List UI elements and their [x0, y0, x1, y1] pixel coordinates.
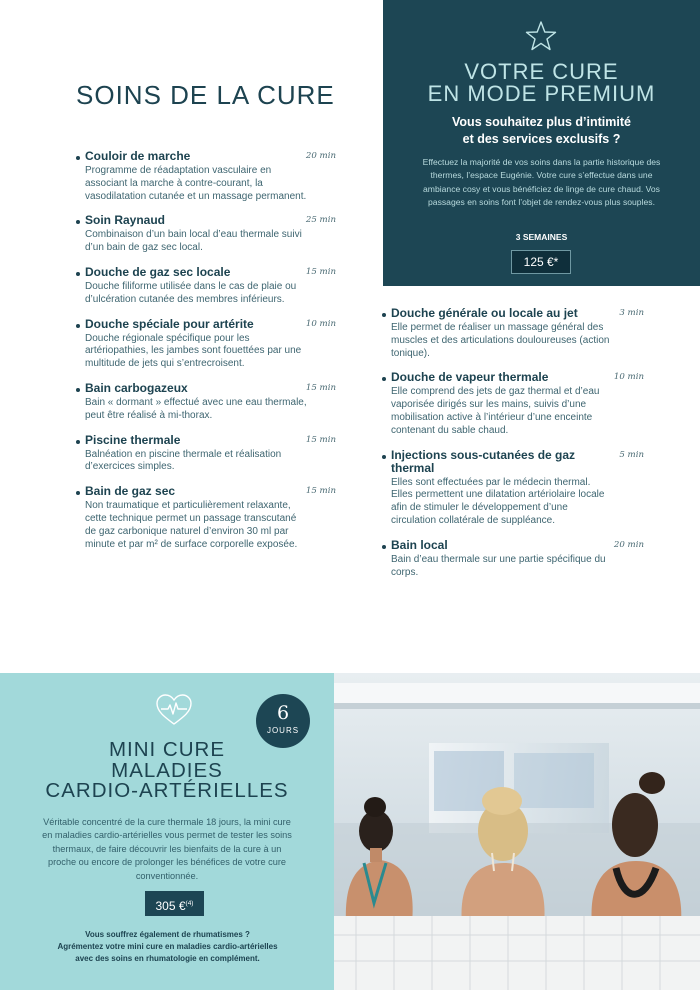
treatment-name: Douche générale ou locale au jet — [391, 306, 578, 320]
mini-cure-panel — [0, 673, 334, 990]
treatment-duration: 15 min — [305, 266, 336, 277]
treatment-duration: 20 min — [613, 539, 644, 550]
bullet-icon — [382, 313, 386, 317]
bullet-icon — [382, 455, 386, 459]
treatment-duration: 5 min — [619, 449, 644, 460]
treatment-description: Bain « dormant » effectué avec une eau thermale, peut être réalisé à mi-thorax. — [85, 396, 307, 421]
star-icon — [525, 20, 557, 52]
bullet-icon — [76, 388, 80, 392]
treatment-name: Piscine thermale — [85, 432, 181, 447]
treatment-description: Combinaison d’un bain local d’eau thermale suivi d’un bain de gaz sec local. — [85, 229, 302, 254]
page-title: SOINS DE LA CURE — [76, 80, 335, 110]
thermal-pool-photo — [334, 673, 700, 990]
treatment-duration: 3 min — [619, 308, 644, 318]
treatment-duration: 10 min — [305, 318, 336, 329]
treatment-duration: 25 min — [305, 215, 336, 226]
bullet-icon — [382, 377, 386, 381]
treatment-duration: 15 min — [305, 382, 336, 393]
treatment-name: Bain carbogazeux — [85, 380, 188, 395]
treatment-duration: 15 min — [305, 486, 336, 497]
treatment-item — [76, 150, 336, 203]
treatment-name: Bain local — [391, 537, 448, 552]
treatment-item — [382, 539, 644, 580]
treatment-item — [76, 318, 336, 371]
bullet-icon — [76, 491, 80, 495]
treatment-description: Elle permet de réaliser un massage général des muscles et des articulations douloureuses (action tonique). — [391, 322, 610, 359]
treatment-duration: 10 min — [613, 372, 644, 383]
treatment-list-right — [382, 307, 644, 590]
treatment-name: Injections sous-cutanées de gaz thermal — [391, 447, 576, 475]
treatment-description: Elles sont effectuées par le médecin thermal. Elles permettent une dilatation artériolaire locale afin de stimuler le développement d’une circulation collatérale de suppléance. — [391, 476, 605, 526]
bullet-icon — [76, 440, 80, 444]
heart-pulse-icon — [154, 693, 194, 727]
mini-cure-description: Véritable concentré de la cure thermale 18 jours, la mini cure en maladies cardio-artérielles vous permet de tester les soins thermaux, de faire découvrir les bienfaits de la cure à un proche ou encore de prolonger les bénéfices de votre cure conventionnée. — [42, 817, 292, 881]
premium-price-tag: 125 €* — [511, 250, 571, 274]
bullet-icon — [76, 220, 80, 224]
premium-duration: 3 SEMAINES — [515, 232, 568, 242]
bullet-icon — [382, 545, 386, 549]
premium-box — [383, 0, 700, 286]
treatment-name: Douche de gaz sec locale — [85, 264, 231, 279]
bullet-icon — [76, 272, 80, 276]
treatment-description: Douche filiforme utilisée dans le cas de plaie ou d’ulcération cutanée des membres inférieurs. — [85, 280, 297, 305]
treatment-description: Bain d’eau thermale sur une partie spécifique du corps. — [391, 553, 606, 578]
treatment-duration: 15 min — [305, 434, 336, 445]
duration-badge: 6 JOURS — [256, 694, 310, 748]
treatment-name: Bain de gaz sec — [85, 484, 176, 499]
treatment-description: Non traumatique et particulièrement relaxante, cette technique permet un passage transcutané de gaz carbonique naturel d’environ 30 ml par minute et par m² de surface corporelle exposée. — [85, 500, 298, 550]
treatment-description: Balnéation en piscine thermale et réalisation d’exercices simples. — [85, 448, 282, 473]
mini-cure-price-tag: 305 €$^{(4)}$ — [145, 891, 204, 916]
treatment-item — [382, 449, 644, 528]
treatment-duration: 20 min — [305, 151, 336, 161]
mini-cure-title: MINI CURE MALADIES CARDIO-ARTÉRIELLES — [45, 738, 289, 802]
treatment-name: Douche de vapeur thermale — [391, 370, 549, 385]
rheumatism-note: Vous souffrez également de rhumatismes ? Agrémentez votre mini cure en maladies cardio-artérielles avec des soins en rhumatologie en complément. — [57, 930, 278, 963]
treatment-description: Douche régionale spécifique pour les artériopathies, les jambes sont fouettées par une multitude de jets qui s’entrecroisent. — [85, 332, 302, 370]
bullet-icon — [76, 156, 80, 160]
treatment-item — [382, 371, 644, 437]
treatment-name: Soin Raynaud — [85, 213, 166, 228]
treatment-description: Elle comprend des jets de gaz thermal et d’eau vaporisée dirigés sur les mains, suivis d’une mobilisation active à l’intérieur d’une enceinte contenant du sable chaud. — [391, 386, 600, 436]
treatment-list-left — [76, 150, 336, 562]
treatment-name: Couloir de marche — [85, 149, 191, 163]
premium-title: VOTRE CURE EN MODE PREMIUM — [427, 59, 656, 106]
treatment-item — [76, 434, 336, 475]
premium-subtitle: Vous souhaitez plus d’intimité et des services exclusifs ? — [452, 115, 631, 146]
treatment-item — [76, 266, 336, 307]
treatment-description: Programme de réadaptation vasculaire en associant la marche à contre-courant, la vasodilatation cutanée et un massage permanent. — [85, 165, 307, 202]
treatment-item — [382, 307, 644, 360]
treatment-item — [76, 214, 336, 255]
treatment-item — [76, 382, 336, 423]
treatment-name: Douche spéciale pour artérite — [85, 316, 254, 331]
bullet-icon — [76, 324, 80, 328]
treatment-item — [76, 485, 336, 551]
premium-description: Effectuez la majorité de vos soins dans la partie historique des thermes, l’espace Eugénie. Votre cure s’effectue dans une ambiance cosy et vous bénéficiez de linge de cure chaud. Vos passages en soins font l’objet de rendez-vous plus souples. — [422, 157, 661, 207]
